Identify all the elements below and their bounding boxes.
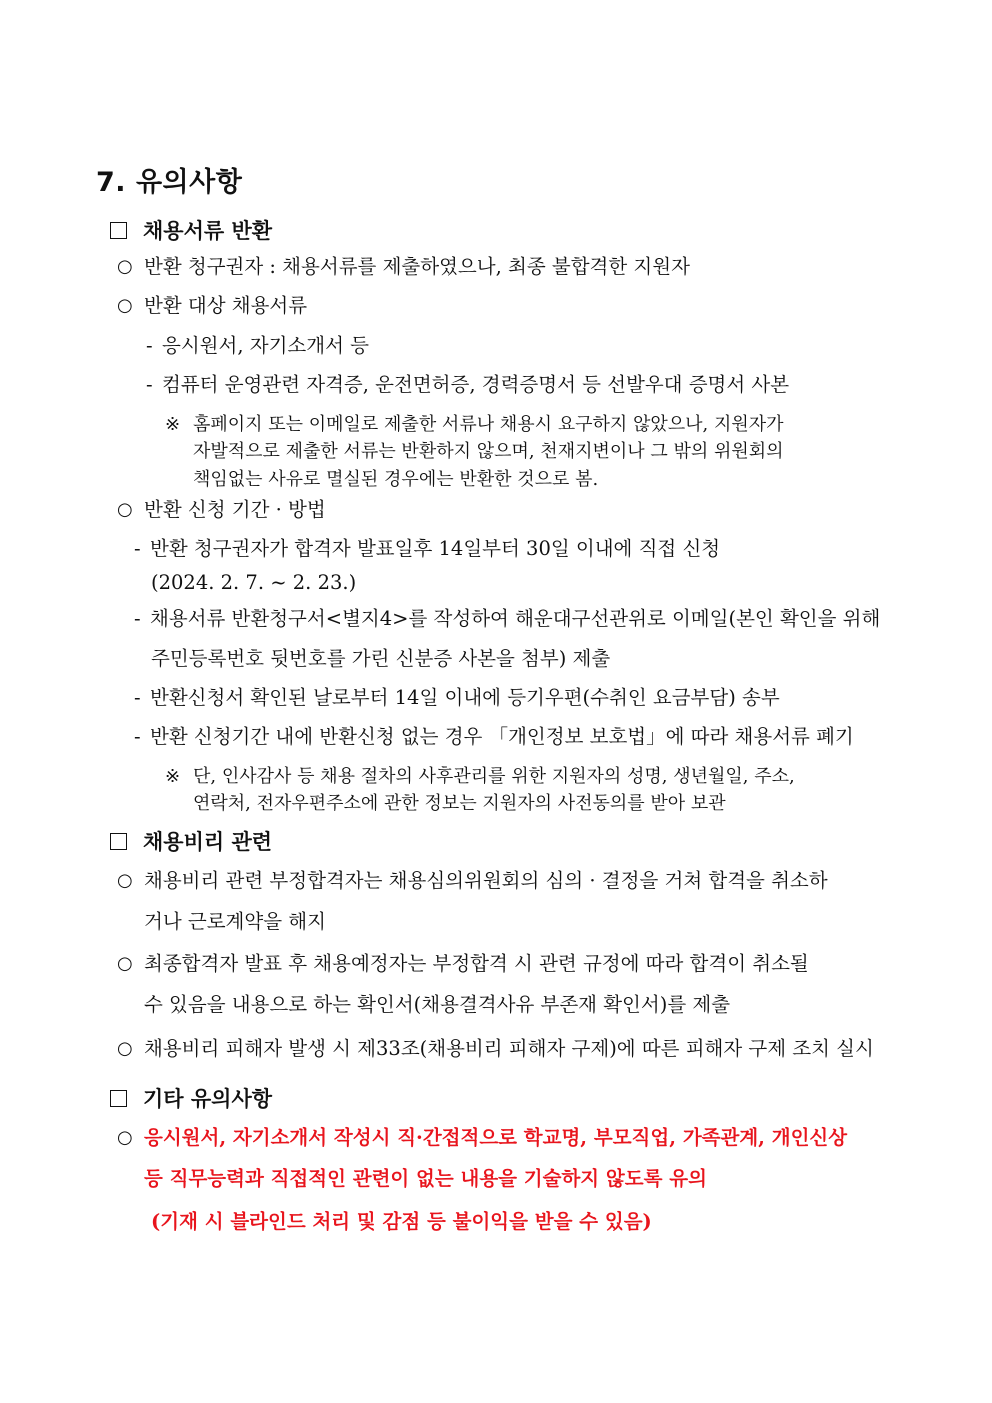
list-item-text: 반환 대상 채용서류 <box>144 294 308 317</box>
list-item-text: 반환 신청 기간 · 방법 <box>144 498 326 521</box>
note-text: 단, 인사감사 등 채용 절차의 사후관리를 위한 지원자의 성명, 생년월일, 주소, <box>193 766 795 787</box>
section-heading-document-return <box>110 215 272 245</box>
sub-item-text: 응시원서, 자기소개서 등 <box>162 334 369 357</box>
dash-bullet: - <box>146 373 153 396</box>
sub-item-text: 반환 청구권자가 합격자 발표일후 14일부터 30일 이내에 직접 신청 <box>150 537 721 560</box>
section-heading-other-notes <box>110 1083 272 1113</box>
circle-bullet-icon: ○ <box>117 499 133 520</box>
list-item-text: 반환 청구권자 : 채용서류를 제출하였으나, 최종 불합격한 지원자 <box>144 255 690 278</box>
sub-item-text: 반환신청서 확인된 날로부터 14일 이내에 등기우편(수취인 요금부담) 송부 <box>150 686 780 709</box>
list-item-continuation: 거나 근로계약을 해지 <box>144 910 326 933</box>
circle-bullet-icon: ○ <box>117 1127 133 1148</box>
section-title: 7. 유의사항 <box>96 167 243 198</box>
reference-mark-icon: ※ <box>165 766 181 787</box>
square-box-icon <box>110 222 127 239</box>
sub-item-text: 반환 신청기간 내에 반환신청 없는 경우 「개인정보 보호법」에 따라 채용서류 폐기 <box>150 725 854 748</box>
dash-bullet: - <box>146 334 153 357</box>
circle-bullet-icon: ○ <box>117 1038 133 1059</box>
circle-bullet-icon: ○ <box>117 870 133 891</box>
circle-bullet-icon: ○ <box>117 256 133 277</box>
list-item-continuation: 등 직무능력과 직접적인 관련이 없는 내용을 기술하지 않도록 유의 <box>144 1167 707 1190</box>
list-item-continuation: (기재 시 블라인드 처리 및 감점 등 불이익을 받을 수 있음) <box>151 1210 652 1233</box>
reference-mark-icon: ※ <box>165 414 181 435</box>
square-box-icon <box>110 1090 127 1107</box>
sub-item-continuation: 주민등록번호 뒷번호를 가린 신분증 사본을 첨부) 제출 <box>151 647 611 670</box>
section-heading-hiring-misconduct <box>110 826 272 856</box>
dash-bullet: - <box>134 607 141 630</box>
dash-bullet: - <box>134 686 141 709</box>
note-continuation: 책임없는 사유로 멸실된 경우에는 반환한 것으로 봄. <box>193 469 599 490</box>
square-box-icon <box>110 833 127 850</box>
sub-item-text: 채용서류 반환청구서<별지4>를 작성하여 해운대구선관위로 이메일(본인 확인을 위해 <box>150 607 881 630</box>
section-heading-label: 채용비리 관련 <box>143 829 273 854</box>
circle-bullet-icon: ○ <box>117 295 133 316</box>
section-heading-label: 채용서류 반환 <box>143 218 273 243</box>
circle-bullet-icon: ○ <box>117 953 133 974</box>
section-heading-label: 기타 유의사항 <box>143 1086 273 1111</box>
list-item-text: 응시원서, 자기소개서 작성시 직·간접적으로 학교명, 부모직업, 가족관계, 개인신상 <box>144 1126 848 1149</box>
list-item-text: 채용비리 피해자 발생 시 제33조(채용비리 피해자 구제)에 따른 피해자 구제 조치 실시 <box>144 1037 874 1060</box>
dash-bullet: - <box>134 725 141 748</box>
list-item-text: 최종합격자 발표 후 채용예정자는 부정합격 시 관련 규정에 따라 합격이 취소될 <box>144 952 809 975</box>
sub-item-text: 컴퓨터 운영관련 자격증, 운전면허증, 경력증명서 등 선발우대 증명서 사본 <box>162 373 790 396</box>
list-item-continuation: 수 있음을 내용으로 하는 확인서(채용결격사유 부존재 확인서)를 제출 <box>144 993 731 1016</box>
dash-bullet: - <box>134 537 141 560</box>
list-item-text: 채용비리 관련 부정합격자는 채용심의위원회의 심의 · 결정을 거쳐 합격을 취소하 <box>144 869 828 892</box>
note-continuation: 연락처, 전자우편주소에 관한 정보는 지원자의 사전동의를 받아 보관 <box>193 793 726 814</box>
note-text: 홈페이지 또는 이메일로 제출한 서류나 채용시 요구하지 않았으나, 지원자가 <box>193 414 784 435</box>
sub-item-continuation: (2024. 2. 7. ~ 2. 23.) <box>151 571 357 594</box>
note-continuation: 자발적으로 제출한 서류는 반환하지 않으며, 천재지변이나 그 밖의 위원회의 <box>193 441 784 462</box>
